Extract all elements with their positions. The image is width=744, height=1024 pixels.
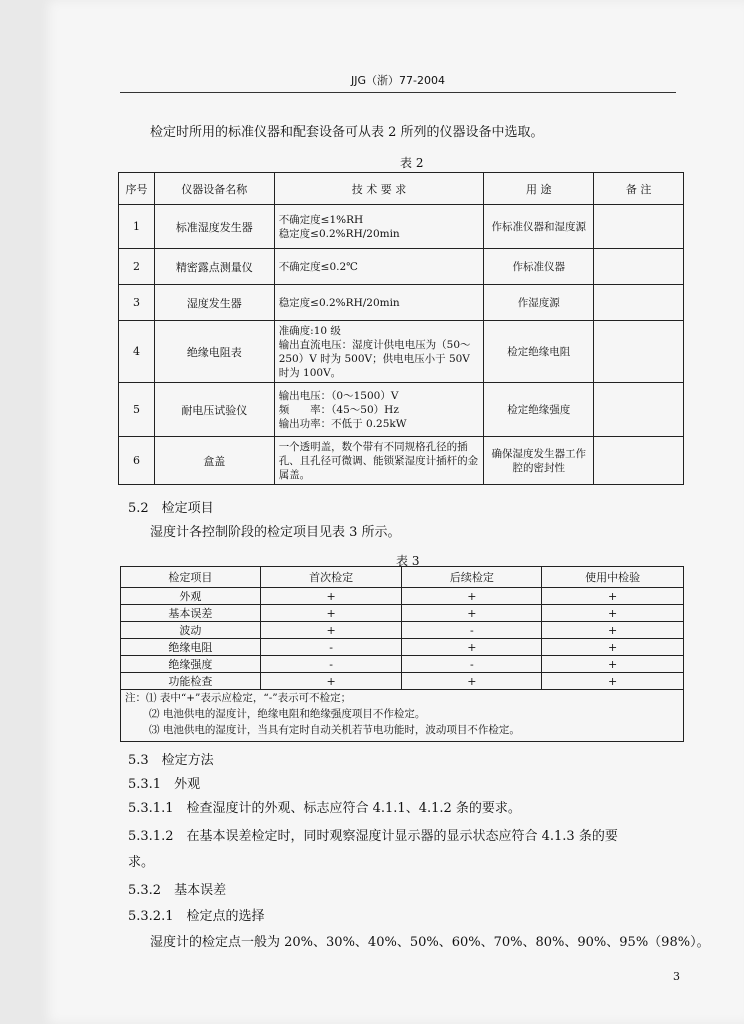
- table3-header-item: 检定项目: [121, 567, 261, 588]
- table3-row: [121, 588, 684, 605]
- table3-cell-item: 绝缘强度: [121, 656, 261, 673]
- table2-cell-use: 作湿度源: [484, 285, 594, 321]
- table2-header-no: 序号: [119, 173, 155, 205]
- table2-row: [119, 383, 684, 437]
- check-points-paragraph: 湿度计的检定点一般为 20%、30%、40%、50%、60%、70%、80%、90%、95%（98%）。: [150, 935, 710, 950]
- table3-cell-inuse: +: [542, 673, 684, 690]
- binding-strip: [0, 0, 41, 1024]
- table2-cell-note: [594, 205, 684, 249]
- table3-cell-inuse: +: [542, 622, 684, 639]
- table2-cell-use: 作标准仪器: [484, 249, 594, 285]
- table2-cell-note: [594, 321, 684, 383]
- table2-cell-note: [594, 285, 684, 321]
- table3-cell-first: -: [260, 639, 402, 656]
- table2-cell-no: 1: [119, 205, 155, 249]
- table2-cell-use: 确保湿度发生器工作腔的密封性: [484, 437, 594, 485]
- section-5-3-1-2-line2: 求。: [128, 855, 155, 870]
- table3-note-3: ⑶ 电池供电的湿度计，当具有定时自动关机若节电功能时，波动项目不作检定。: [149, 724, 520, 736]
- table2-cell-requirement: 准确度:10 级 输出直流电压：湿度计供电电压为（50～250）V 时为 500V；供电电压小于 50V 时为 100V。: [274, 321, 484, 383]
- table3: [120, 566, 684, 690]
- table3-cell-inuse: +: [542, 605, 684, 622]
- table2-row: [119, 249, 684, 285]
- table2-row: [119, 321, 684, 383]
- table2-cell-no: 3: [119, 285, 155, 321]
- table3-cell-subsequent: -: [402, 622, 542, 639]
- table3-cell-item: 波动: [121, 622, 261, 639]
- section-5-3-2-title: 5.3.2 基本误差: [128, 883, 227, 898]
- table3-header-first: 首次检定: [260, 567, 402, 588]
- table2: [118, 172, 684, 485]
- table2-cell-use: 作标准仪器和湿度源: [484, 205, 594, 249]
- page-header: JJG（浙）77-2004: [351, 74, 445, 87]
- table2-cell-no: 4: [119, 321, 155, 383]
- table3-cell-first: -: [260, 656, 402, 673]
- table2-cell-no: 2: [119, 249, 155, 285]
- table3-row: [121, 673, 684, 690]
- table3-cell-first: +: [260, 588, 402, 605]
- table2-cell-name: 湿度发生器: [154, 285, 274, 321]
- table2-cell-use: 检定绝缘强度: [484, 383, 594, 437]
- table3-cell-first: +: [260, 673, 402, 690]
- intro-paragraph: 检定时所用的标准仪器和配套设备可从表 2 所列的仪器设备中选取。: [150, 125, 544, 140]
- table2-cell-use: 检定绝缘电阻: [484, 321, 594, 383]
- table2-header-note: 备 注: [594, 173, 684, 205]
- table3-cell-first: +: [260, 605, 402, 622]
- table3-note-1: 注：⑴ 表中“+”表示应检定，“-”表示可不检定；: [125, 692, 352, 704]
- table2-cell-note: [594, 383, 684, 437]
- table3-note-2: ⑵ 电池供电的湿度计，绝缘电阻和绝缘强度项目不作检定。: [149, 708, 426, 720]
- table2-cell-requirement: 输出电压：（0～1500）V 频 率：（45～50）Hz 输出功率：不低于 0.25kW: [274, 383, 484, 437]
- table3-row: [121, 656, 684, 673]
- section-5-3-1-1: 5.3.1.1 检查湿度计的外观、标志应符合 4.1.1、4.1.2 条的要求。: [128, 801, 521, 816]
- table3-header-subsequent: 后续检定: [402, 567, 542, 588]
- table2-header-name: 仪器设备名称: [154, 173, 274, 205]
- table3-cell-subsequent: +: [402, 605, 542, 622]
- table3-cell-subsequent: -: [402, 656, 542, 673]
- table3-row: [121, 639, 684, 656]
- table3-row: [121, 605, 684, 622]
- header-rule: [120, 92, 676, 93]
- table2-row: [119, 437, 684, 485]
- table3-cell-subsequent: +: [402, 673, 542, 690]
- table2-cell-name: 盒盖: [154, 437, 274, 485]
- table2-header-use: 用 途: [484, 173, 594, 205]
- section-5-3-1-title: 5.3.1 外观: [128, 777, 201, 792]
- table3-cell-subsequent: +: [402, 639, 542, 656]
- table3-cell-item: 绝缘电阻: [121, 639, 261, 656]
- table2-cell-name: 耐电压试验仪: [154, 383, 274, 437]
- table3-cell-inuse: +: [542, 588, 684, 605]
- table2-cell-name: 精密露点测量仪: [154, 249, 274, 285]
- table2-row: [119, 205, 684, 249]
- table2-row: [119, 285, 684, 321]
- table3-cell-inuse: +: [542, 639, 684, 656]
- table3-cell-item: 基本误差: [121, 605, 261, 622]
- table3-cell-inuse: +: [542, 656, 684, 673]
- table2-header-req: 技 术 要 求: [274, 173, 484, 205]
- table3-cell-item: 功能检查: [121, 673, 261, 690]
- table2-cell-no: 5: [119, 383, 155, 437]
- section-5-2-text: 湿度计各控制阶段的检定项目见表 3 所示。: [150, 525, 401, 540]
- table2-cell-no: 6: [119, 437, 155, 485]
- table3-notes: [120, 688, 684, 742]
- section-5-2-title: 5.2 检定项目: [128, 501, 214, 516]
- table2-cell-name: 标准湿度发生器: [154, 205, 274, 249]
- table3-caption: 表 3: [396, 554, 420, 568]
- table3-cell-subsequent: +: [402, 588, 542, 605]
- table2-cell-requirement: 不确定度≤0.2℃: [274, 249, 484, 285]
- table3-row: [121, 622, 684, 639]
- table3-cell-first: +: [260, 622, 402, 639]
- table2-cell-note: [594, 249, 684, 285]
- table3-header-inuse: 使用中检验: [542, 567, 684, 588]
- table2-cell-name: 绝缘电阻表: [154, 321, 274, 383]
- table3-cell-item: 外观: [121, 588, 261, 605]
- table2-cell-requirement: 一个透明盖，数个带有不同规格孔径的插孔、且孔径可微调、能锁紧湿度计插杆的金属盖。: [274, 437, 484, 485]
- page-number: 3: [673, 970, 680, 983]
- table2-cell-note: [594, 437, 684, 485]
- section-5-3-1-2-line1: 5.3.1.2 在基本误差检定时，同时观察湿度计显示器的显示状态应符合 4.1.3 条的要: [128, 829, 618, 844]
- table2-caption: 表 2: [400, 156, 424, 170]
- table2-cell-requirement: 不确定度≤1%RH 稳定度≤0.2%RH/20min: [274, 205, 484, 249]
- table2-cell-requirement: 稳定度≤0.2%RH/20min: [274, 285, 484, 321]
- section-5-3-2-1-title: 5.3.2.1 检定点的选择: [128, 909, 265, 924]
- section-5-3-title: 5.3 检定方法: [128, 753, 214, 768]
